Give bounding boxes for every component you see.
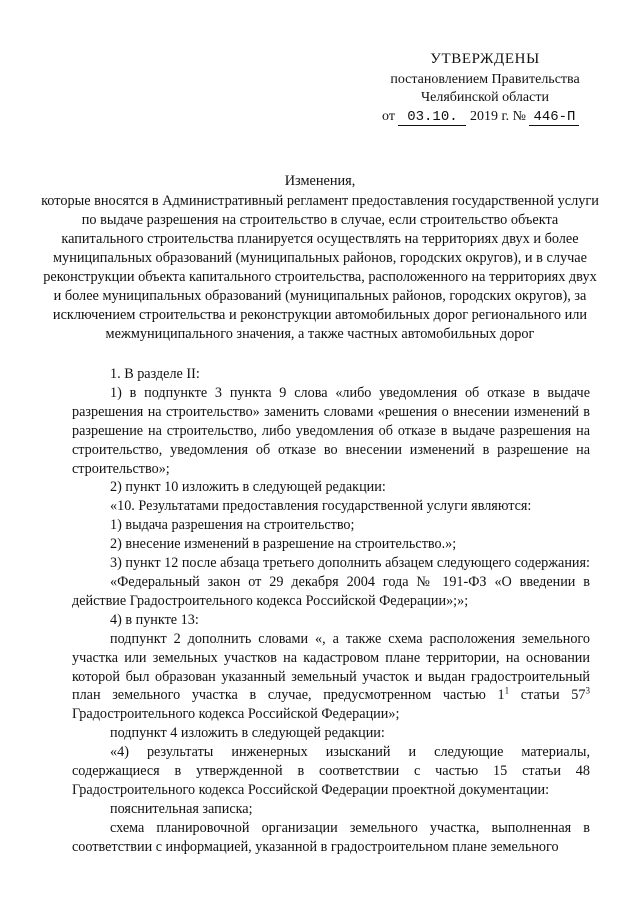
approval-date: 03.10. bbox=[398, 110, 466, 126]
paragraph: пояснительная записка; bbox=[110, 800, 253, 817]
paragraph-text: подпункт 2 дополнить словами «, а также схема расположения земельного участка или земельных участков на кадастровом плане территории, на основании которой был образован указанный земельный участок и выдан градостроительный план земельного участка в случае, предусмотренном частью 1 bbox=[72, 630, 590, 704]
paragraph-text: Градостроительного кодекса Российской Федерации»; bbox=[72, 706, 400, 723]
paragraph: схема планировочной организации земельного участка, выполненная в соответствии с информацией, указанной в градостроительном плане земельного bbox=[72, 819, 590, 855]
superscript: 3 bbox=[585, 685, 590, 696]
paragraph: подпункт 4 изложить в следующей редакции: bbox=[110, 725, 385, 742]
paragraph-with-superscripts bbox=[72, 630, 590, 725]
document-title bbox=[40, 172, 600, 344]
approval-year: 2019 г. № bbox=[469, 109, 526, 124]
paragraph: 2) внесение изменений в разрешение на строительство.»; bbox=[110, 536, 457, 553]
document-body bbox=[72, 365, 590, 857]
approval-number: 446-П bbox=[529, 110, 579, 126]
paragraph-section: 1. В разделе II: bbox=[110, 366, 200, 382]
paragraph: «Федеральный закон от 29 декабря 2004 года № 191-ФЗ «О введении в действие Градостроительного кодекса Российской Федерации»;»; bbox=[72, 573, 590, 609]
paragraph: 4) в пункте 13: bbox=[110, 611, 199, 628]
approval-heading: УТВЕРЖДЕНЫ bbox=[430, 51, 540, 67]
paragraph: «4) результаты инженерных изысканий и следующие материалы, содержащиеся в утвержденной в соответствии с частью 15 статьи 48 Градостроительного кодекса Российской Федерации проектной документации: bbox=[72, 744, 590, 798]
paragraph: 3) пункт 12 после абзаца третьего дополнить абзацем следующего содержания: bbox=[110, 555, 590, 572]
paragraph: «10. Результатами предоставления государственной услуги являются: bbox=[110, 498, 532, 515]
paragraph: 2) пункт 10 изложить в следующей редакции: bbox=[110, 479, 386, 496]
approval-block bbox=[370, 50, 600, 126]
paragraph: 1) в подпункте 3 пункта 9 слова «либо уведомления об отказе в выдаче разрешения на строительство» заменить словами «решения о внесении изменений в разрешение на строительство, либо уведомления об отказе в выдаче разрешения на строительство, уведомления об отказе во внесении изменений в разрешение на строительство»; bbox=[72, 384, 590, 477]
date-prefix: от bbox=[382, 109, 395, 124]
paragraph-text: статьи 57 bbox=[509, 687, 586, 704]
title-description: которые вносятся в Административный регламент предоставления государственной услуги по выдаче разрешения на строительство в случае, если строительство объекта капитального строительства планируется осуществлять на территориях двух и более муниципальных образований (муниципальных районов, городских округов), и в случае реконструкции объекта капитального строительства, расположенного на территориях двух и более муниципальных образований (муниципальных районов, городских округов), за исключением строительства и реконструкции автомобильных дорог регионального или межмуниципального значения, а также частных автомобильных дорог bbox=[41, 193, 599, 342]
superscript: 1 bbox=[504, 685, 510, 696]
paragraph: 1) выдача разрешения на строительство; bbox=[110, 517, 355, 534]
title-heading: Изменения, bbox=[284, 173, 356, 189]
approval-line-government: постановлением Правительства bbox=[390, 72, 580, 87]
approval-line-region: Челябинской области bbox=[421, 90, 549, 105]
approval-date-row bbox=[370, 108, 600, 126]
